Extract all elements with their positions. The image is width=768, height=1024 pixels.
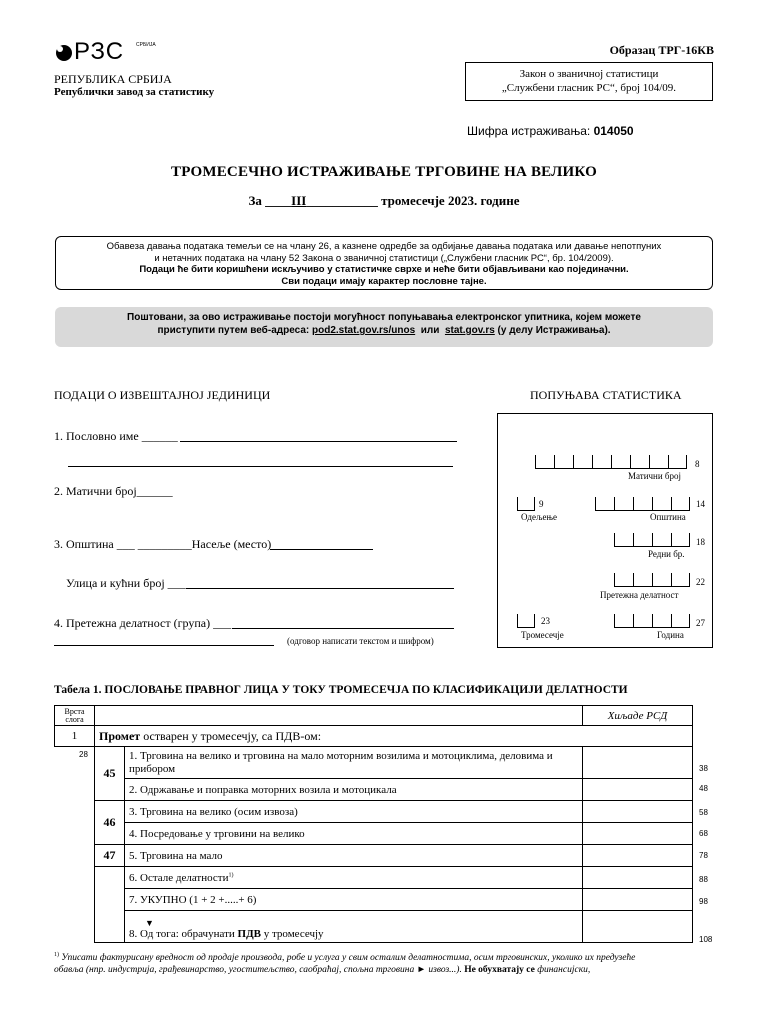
delatnost-boxes[interactable]: [614, 573, 690, 587]
online-middle: или: [415, 325, 445, 336]
row-item-8-bold: ПДВ: [237, 928, 261, 940]
godina-boxes[interactable]: [614, 614, 690, 628]
field-activity-label: 4. Претежна делатност (група) ___: [54, 616, 232, 630]
law-line2: „Службени гласник РС“, број 104/09.: [501, 82, 677, 94]
opstina-label: Општина: [650, 512, 686, 522]
logo-text: РЗС: [74, 38, 125, 65]
notice-line3: Подаци ће бити коришћени искључиво у статистичке сврхе и неће бити објављивани као појединачни.: [139, 264, 629, 275]
footnote-line2-bold: Не обухватају се: [464, 965, 535, 976]
field-street-label: Улица и кућни број ___: [66, 576, 186, 590]
survey-code-value: 014050: [593, 124, 634, 138]
col-vrsta-header: Врста слога: [55, 706, 95, 726]
group-46: 46: [95, 801, 125, 845]
row-code-8: 108: [699, 935, 713, 944]
footnote-mark: 1): [54, 952, 59, 958]
unit-heading: ПОДАЦИ О ИЗВЕШТАЈНОЈ ЈЕДИНИЦИ: [54, 388, 271, 402]
godina-label: Година: [657, 630, 684, 640]
row-item-6: [125, 867, 583, 889]
group-47: 47: [95, 845, 125, 867]
value-item-3[interactable]: [583, 801, 693, 823]
notice-line1: Обавеза давања података темељи се на члану 26, а казнене одредбе за одбијање давања података или давање непотпуних: [106, 241, 662, 252]
online-line2: [55, 324, 713, 337]
law-line1: Закон о званичној статистици: [519, 68, 659, 80]
institute-name: Републички завод за статистику: [54, 86, 215, 98]
business-name-line1[interactable]: [180, 441, 457, 442]
value-item-7[interactable]: [583, 889, 693, 911]
tromesecje-boxes[interactable]: [517, 614, 535, 628]
activity-note: (одговор написати текстом и шифром): [287, 636, 434, 646]
online-notice-box: [55, 307, 713, 347]
online-suffix: (у делу Истраживања).: [494, 325, 611, 336]
notice-line2: и нетачних података на члану 52 Закона о званичној статистици („Службени гласник РС“, бр. 104/2009).: [154, 252, 614, 264]
redni-label: Редни бр.: [648, 549, 685, 559]
row1-rest: остварен у тромесечју, са ПДВ-ом:: [140, 728, 322, 743]
table1: [54, 705, 693, 943]
row-item-3: 3. Трговина на велико (осим извоза): [125, 801, 583, 823]
activity-line1[interactable]: [232, 628, 454, 629]
footnote: [54, 949, 714, 976]
republic-name: РЕПУБЛИКА СРБИЈА: [54, 72, 172, 86]
logo-small: СРБИЈА: [136, 42, 156, 48]
legal-notice-box: [55, 236, 713, 290]
tromesecje-num: 23: [541, 616, 550, 626]
value-item-4[interactable]: [583, 823, 693, 845]
survey-code: [467, 124, 634, 138]
footnote-line2: [54, 964, 714, 976]
row-code-5: 78: [699, 851, 708, 860]
logo: [54, 40, 174, 68]
row-item-8-suffix: у тромесечју: [260, 928, 324, 940]
row-item-7: 7. УКУПНО (1 + 2 +.....+ 6): [125, 889, 583, 911]
survey-code-label: Шифра истраживања:: [467, 124, 591, 138]
online-link-stat[interactable]: stat.gov.rs: [444, 325, 495, 336]
footnote-line1-text: Уписати фактурисану вредност од продаје производа, робе и услуга у свим осталим делатностима, осим трговинских, уколико их предузеће: [61, 953, 636, 964]
group-45: 45: [95, 747, 125, 801]
code-column: [55, 747, 95, 943]
col-blank-header: [95, 706, 583, 726]
activity-line2[interactable]: [54, 645, 274, 646]
group-blank-6: [95, 867, 125, 889]
row-item-6-text: 6. Остале делатности: [129, 871, 229, 884]
tromesecje-label: Тромесечје: [521, 630, 564, 640]
odeljenje-num: 9: [539, 499, 544, 509]
table1-caption: Табела 1. ПОСЛОВАЊЕ ПРАВНОГ ЛИЦА У ТОКУ ТРОМЕСЕЧЈА ПО КЛАСИФИКАЦИЈИ ДЕЛАТНОСТИ: [54, 684, 628, 696]
redni-boxes[interactable]: [614, 533, 690, 547]
delatnost-label: Претежна делатност: [600, 590, 679, 600]
stat-heading: ПОПУЊАВА СТАТИСТИКА: [530, 388, 682, 402]
footnote-line1: [54, 949, 714, 964]
row-item-2: 2. Одржавање и поправка моторних возила и мотоцикала: [125, 779, 583, 801]
business-name-line2[interactable]: [68, 466, 453, 467]
row-item-4: 4. Посредовање у трговини на велико: [125, 823, 583, 845]
odeljenje-label: Одељење: [521, 512, 557, 522]
stat-box: [497, 413, 713, 648]
footnote-line2-prefix: обавља (нпр. индустрија, грађевинарство, угоститељство, саобраћај, спољна трговина ► извоз...).: [54, 965, 465, 976]
col-unit-header: Хиљаде РСД: [583, 706, 693, 726]
period-quarter[interactable]: III: [291, 193, 307, 208]
settlement-line[interactable]: [270, 549, 373, 550]
row-code-4: 68: [699, 829, 708, 838]
row-code-2: 48: [699, 784, 708, 793]
online-line1: Поштовани, за ово истраживање постоји могућност попуњавања електронског упитника, којем можете: [127, 312, 641, 323]
row-code-7: 98: [699, 897, 708, 906]
field-reg-number-label: 2. Матични број______: [54, 484, 173, 498]
group-blank-7: [95, 889, 125, 911]
page-title: ТРОМЕСЕЧНО ИСТРАЖИВАЊЕ ТРГОВИНЕ НА ВЕЛИКО: [171, 164, 597, 180]
value-item-1[interactable]: [583, 747, 693, 779]
row-item-1: 1. Трговина на велико и трговина на мало моторним возилима и мотоциклима, деловима и прибором: [125, 747, 583, 779]
row1-num: 1: [55, 726, 95, 747]
row-item-8-prefix: 8. Од тога: обрачунати: [129, 928, 238, 940]
group-blank-8: [95, 911, 125, 943]
form-code: Образац ТРГ-16КВ: [609, 43, 714, 57]
row1-bold: Промет: [99, 728, 141, 743]
footnote-line2-suffix: финансијски,: [534, 965, 591, 976]
notice-line4: Сви подаци имају карактер пословне тајне.: [281, 275, 487, 287]
online-prefix: приступити путем веб-адреса:: [157, 325, 312, 336]
row-item-6-sup: 1): [228, 871, 234, 878]
street-line[interactable]: [186, 588, 454, 589]
online-link-unos[interactable]: pod2.stat.gov.rs/unos: [312, 325, 416, 336]
row1-text: [95, 726, 693, 747]
mb-boxes[interactable]: [535, 455, 687, 469]
row-code-3: 58: [699, 808, 708, 817]
row-item-8: [125, 911, 583, 943]
field-business-name-label: 1. Пословно име ______: [54, 429, 178, 443]
law-box: [465, 62, 713, 101]
period-prefix: За ____: [248, 193, 292, 208]
row-code-6: 88: [699, 875, 708, 884]
arrow-down-icon: ▼: [145, 918, 154, 928]
period-line: [0, 193, 768, 209]
row-code-1: 38: [699, 764, 708, 773]
value-item-8[interactable]: [583, 911, 693, 943]
row-code-start: 28: [79, 750, 88, 759]
delatnost-num: 22: [696, 577, 705, 587]
period-suffix: ___________ тромесечје 2023. године: [306, 193, 520, 208]
opstina-boxes[interactable]: [595, 497, 690, 511]
value-item-2[interactable]: [583, 779, 693, 801]
mb-label: Матични број: [628, 471, 682, 481]
field-municipality-label: 3. Општина ___ _________Насеље (место): [54, 537, 272, 551]
opstina-num: 14: [696, 499, 705, 509]
value-item-5[interactable]: [583, 845, 693, 867]
mb-num: 8: [695, 459, 700, 469]
row-item-5: 5. Трговина на мало: [125, 845, 583, 867]
logo-mark-icon: [54, 43, 74, 63]
value-item-6[interactable]: [583, 867, 693, 889]
odeljenje-boxes[interactable]: [517, 497, 535, 511]
redni-num: 18: [696, 537, 705, 547]
godina-num: 27: [696, 618, 705, 628]
